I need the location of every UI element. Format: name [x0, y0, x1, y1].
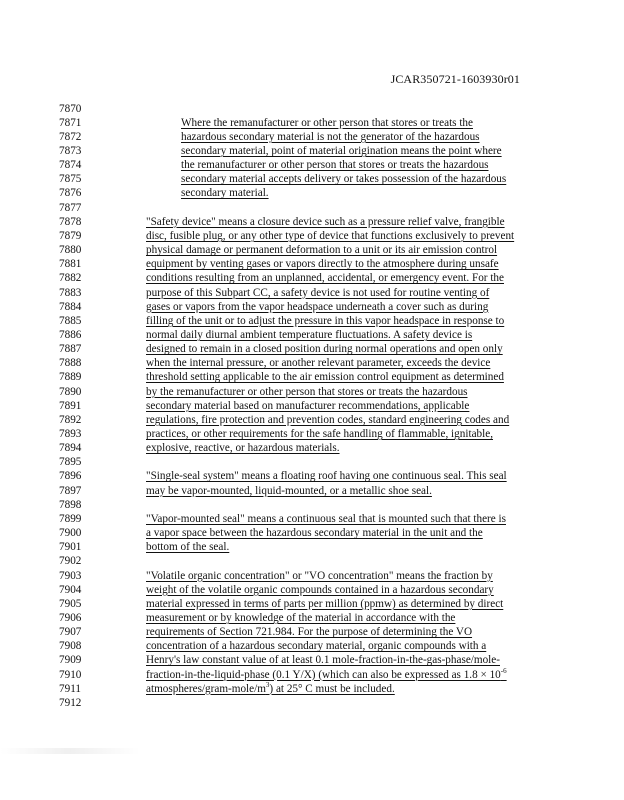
line-text — [181, 116, 473, 130]
line-number: 7881 — [59, 258, 82, 271]
line-text — [146, 639, 486, 653]
line-text-content: equipment by venting gases or vapors directly to the atmosphere during unsafe — [146, 258, 499, 271]
line-text-content: Henry's law constant value of at least 0.1 mole-fraction-in-the-gas-phase/mole- — [146, 654, 500, 667]
line-text-content: hazardous secondary material is not the generator of the hazardous — [181, 130, 480, 143]
line-text — [146, 342, 503, 356]
line-text — [146, 611, 455, 625]
line-text-content: bottom of the seal. — [146, 541, 230, 554]
line-number: 7892 — [59, 413, 82, 426]
line-text-content: Where the remanufacturer or other person that stores or treats the — [181, 116, 473, 129]
line-number: 7897 — [59, 484, 82, 497]
line-text-content: explosive, reactive, or hazardous materials. — [146, 442, 340, 455]
line-text — [146, 271, 504, 285]
line-text — [146, 229, 514, 243]
line-number: 7899 — [59, 512, 82, 525]
line-text — [146, 484, 432, 498]
line-number: 7901 — [59, 541, 82, 554]
line-text — [146, 385, 468, 399]
line-text-content: "Safety device" means a closure device such as a pressure relief valve, frangible — [146, 215, 505, 228]
line-number: 7911 — [59, 682, 81, 695]
line-number: 7908 — [59, 640, 82, 653]
line-text-content: designed to remain in a closed position during normal operations and open only — [146, 343, 503, 356]
line-number: 7885 — [59, 314, 82, 327]
line-text — [146, 215, 505, 229]
line-number: 7883 — [59, 286, 82, 299]
line-number: 7877 — [59, 201, 82, 214]
line-text-content: "Single-seal system" means a floating roof having one continuous seal. This seal — [146, 470, 507, 483]
line-text — [146, 597, 503, 611]
line-text-content: requirements of Section 721.984. For the purpose of determining the VO — [146, 626, 473, 639]
line-text-content: weight of the volatile organic compounds contained in a hazardous secondary — [146, 583, 494, 596]
line-number: 7905 — [59, 597, 82, 610]
line-text-content: physical damage or permanent deformation to a unit or its air emission control — [146, 244, 498, 256]
line-text-content: by the remanufacturer or other person that stores or treats the hazardous — [146, 385, 468, 398]
line-number: 7904 — [59, 583, 82, 596]
line-number: 7900 — [59, 527, 82, 539]
line-text — [146, 399, 469, 413]
line-text-content: threshold setting applicable to the air emission control equipment as determined — [146, 371, 504, 384]
line-text-content: gases or vapors from the vapor headspace underneath a cover such as during — [146, 300, 489, 313]
line-number: 7891 — [59, 399, 82, 412]
line-text-content: "Volatile organic concentration" or "VO concentration" means the fraction by — [146, 569, 493, 582]
exponent: -6 — [500, 666, 507, 675]
line-text — [146, 526, 483, 540]
line-number: 7873 — [59, 144, 82, 157]
line-text — [146, 512, 506, 526]
line-text — [181, 186, 269, 200]
line-text-content: "Vapor-mounted seal" means a continuous seal that is mounted such that there is — [146, 512, 506, 525]
line-text-content: secondary material based on manufacturer recommendations, applicable — [146, 399, 470, 412]
line-text — [146, 314, 504, 328]
line-text — [146, 427, 493, 441]
line-number: 7880 — [59, 244, 82, 256]
exponent: 3 — [265, 680, 270, 689]
line-number: 7890 — [59, 385, 82, 398]
line-number: 7879 — [59, 229, 82, 242]
line-number: 7910 — [59, 668, 82, 681]
line-text — [146, 413, 509, 427]
line-number: 7888 — [59, 357, 82, 370]
line-text-content: concentration of a hazardous secondary material, organic compounds with a — [146, 640, 487, 653]
line-text-tail: ) at 25° C must be included. — [269, 682, 395, 695]
line-text-content: secondary material accepts delivery or takes possession of the hazardous — [181, 173, 507, 186]
line-text — [146, 653, 500, 667]
document-id-header: JCAR350721-1603930r01 — [390, 72, 520, 86]
line-number: 7898 — [59, 498, 82, 511]
line-text — [146, 328, 472, 342]
line-text-content: disc, fusible plug, or any other type of device that functions exclusively to prevent — [146, 229, 515, 242]
line-text-content: filling of the unit or to adjust the pressure in this vapor headspace in response to — [146, 314, 505, 327]
line-text — [146, 243, 497, 257]
line-text-content: the remanufacturer or other person that stores or treats the hazardous — [181, 159, 489, 172]
line-number: 7903 — [59, 569, 82, 582]
line-number: 7886 — [59, 328, 82, 341]
line-text — [146, 668, 507, 682]
line-number: 7889 — [59, 371, 82, 384]
line-number: 7895 — [59, 456, 82, 469]
line-text-content: material expressed in terms of parts per million (ppmw) as determined by direct — [146, 597, 504, 610]
line-number: 7882 — [59, 272, 82, 285]
line-text — [146, 441, 340, 455]
line-text — [146, 257, 499, 271]
line-text — [181, 158, 489, 172]
line-number: 7902 — [59, 555, 82, 568]
line-text — [146, 625, 472, 639]
line-text — [146, 583, 494, 597]
line-text-content: conditions resulting from an unplanned, accidental, or emergency event. For the — [146, 272, 504, 285]
line-number: 7909 — [59, 654, 82, 667]
line-text — [181, 144, 502, 158]
scan-artifact — [0, 748, 140, 754]
line-number: 7893 — [59, 427, 82, 440]
line-number: 7907 — [59, 626, 82, 639]
line-number: 7878 — [59, 215, 82, 228]
line-text-content: secondary material, point of material origination means the point where — [181, 144, 502, 157]
line-text-content: measurement or by knowledge of the material in accordance with the — [146, 611, 456, 624]
line-text — [146, 469, 507, 483]
line-text-content: normal daily diurnal ambient temperature fluctuations. A safety device is — [146, 328, 473, 341]
line-number: 7887 — [59, 343, 82, 356]
line-text — [181, 130, 480, 144]
line-text-content: atmospheres/gram-mole/m — [146, 682, 266, 695]
line-text-content: secondary material. — [181, 187, 269, 200]
line-text-content: when the internal pressure, or another relevant parameter, exceeds the device — [146, 357, 491, 370]
line-text — [146, 356, 490, 370]
line-number: 7906 — [59, 611, 82, 624]
line-text-content: purpose of this Subpart CC, a safety device is not used for routine venting of — [146, 286, 490, 299]
line-number: 7870 — [59, 102, 82, 115]
line-number: 7871 — [59, 116, 82, 129]
line-number: 7874 — [59, 159, 82, 172]
line-text — [146, 682, 395, 696]
line-text-content: practices, or other requirements for the safe handling of flammable, ignitable, — [146, 427, 493, 440]
line-number: 7912 — [59, 696, 82, 709]
line-number: 7884 — [59, 300, 82, 313]
line-number: 7876 — [59, 187, 82, 200]
line-number: 7894 — [59, 442, 82, 455]
line-text — [146, 540, 229, 554]
line-text-content: a vapor space between the hazardous secondary material in the unit and the — [146, 527, 483, 539]
line-text-content: fraction-in-the-liquid-phase (0.1 Y/X) (which can also be expressed as 1.8 × 10 — [146, 668, 501, 681]
line-text — [181, 172, 506, 186]
line-text-content: regulations, fire protection and prevention codes, standard engineering codes and — [146, 413, 510, 426]
line-number: 7872 — [59, 130, 82, 143]
line-text — [146, 370, 504, 384]
line-text-content: may be vapor-mounted, liquid-mounted, or a metallic shoe seal. — [146, 484, 432, 497]
line-text — [146, 569, 493, 583]
line-text — [146, 300, 488, 314]
line-number: 7875 — [59, 173, 82, 186]
line-number: 7896 — [59, 470, 82, 483]
line-text — [146, 286, 489, 300]
